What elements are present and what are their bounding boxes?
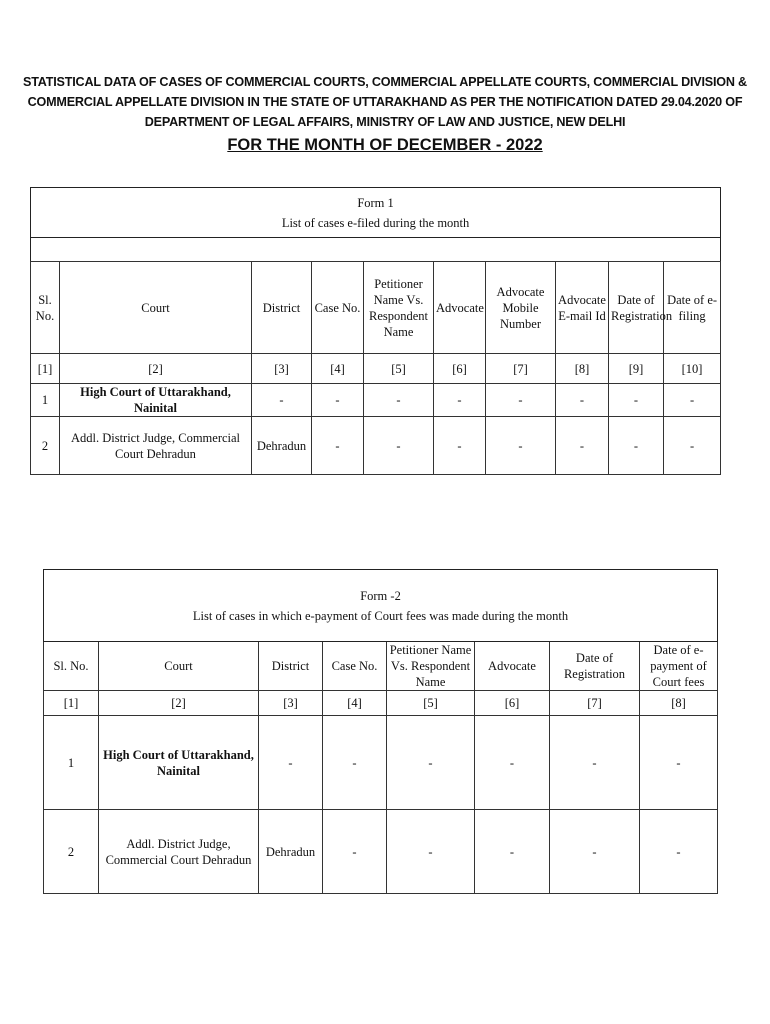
cell: 2 (44, 810, 99, 894)
form2-table (43, 569, 718, 894)
cell: - (486, 384, 556, 417)
cell: Dehradun (259, 810, 323, 894)
col-header: Advocate (475, 642, 550, 691)
col-number: [4] (312, 354, 364, 384)
col-number: [5] (364, 354, 434, 384)
col-header: Court (60, 262, 252, 354)
header-line-2: COMMERCIAL APPELLATE DIVISION IN THE STATE OF UTTARAKHAND AS PER THE NOTIFICATION DATED 29.04.2020 OF (27, 95, 743, 109)
col-header: Date of e-payment of Court fees (640, 642, 718, 691)
cell: - (664, 417, 721, 475)
form2-title: Form -2 (360, 588, 401, 603)
col-header: Petitioner Name Vs. Respondent Name (364, 262, 434, 354)
col-header: Sl. No. (31, 262, 60, 354)
cell: - (259, 716, 323, 810)
cell: - (312, 384, 364, 417)
cell: - (252, 384, 312, 417)
col-header: Case No. (312, 262, 364, 354)
col-number: [4] (323, 691, 387, 716)
cell: 1 (31, 384, 60, 417)
cell: - (640, 810, 718, 894)
col-number: [1] (31, 354, 60, 384)
cell: - (556, 384, 609, 417)
col-number: [7] (486, 354, 556, 384)
col-number: [10] (664, 354, 721, 384)
col-number: [2] (60, 354, 252, 384)
form1-title: Form 1 (357, 195, 394, 210)
col-header: District (259, 642, 323, 691)
col-header: Advocate (434, 262, 486, 354)
table-row (44, 810, 718, 894)
col-header: Advocate E-mail Id (556, 262, 609, 354)
header-line-1: STATISTICAL DATA OF CASES OF COMMERCIAL COURTS, COMMERCIAL APPELLATE COURTS, COMMERCIAL DIVISION & (23, 75, 747, 89)
col-number: [7] (550, 691, 640, 716)
col-header: Court (99, 642, 259, 691)
form1-number-row (31, 354, 721, 384)
cell: - (434, 384, 486, 417)
cell: High Court of Uttarakhand, Nainital (60, 384, 252, 417)
cell: - (640, 716, 718, 810)
form2-title-cell (44, 570, 718, 642)
col-header: Date of Registration (609, 262, 664, 354)
col-number: [3] (252, 354, 312, 384)
cell: - (475, 716, 550, 810)
col-number: [2] (99, 691, 259, 716)
cell: Dehradun (252, 417, 312, 475)
col-number: [6] (475, 691, 550, 716)
cell: - (387, 716, 475, 810)
cell: - (387, 810, 475, 894)
table-row (31, 384, 721, 417)
cell: - (550, 716, 640, 810)
col-header: Date of e-filing (664, 262, 721, 354)
cell: - (486, 417, 556, 475)
col-number: [5] (387, 691, 475, 716)
form2-number-row (44, 691, 718, 716)
cell: - (475, 810, 550, 894)
col-number: [1] (44, 691, 99, 716)
cell: - (323, 716, 387, 810)
form2-header-row (44, 642, 718, 691)
col-header: District (252, 262, 312, 354)
col-header: Advocate Mobile Number (486, 262, 556, 354)
form1-table (30, 187, 721, 475)
cell: 2 (31, 417, 60, 475)
col-header: Petitioner Name Vs. Respondent Name (387, 642, 475, 691)
cell: - (609, 417, 664, 475)
col-number: [9] (609, 354, 664, 384)
col-header: Sl. No. (44, 642, 99, 691)
col-header: Case No. (323, 642, 387, 691)
cell: - (323, 810, 387, 894)
cell: Addl. District Judge, Commercial Court Dehradun (99, 810, 259, 894)
cell: - (556, 417, 609, 475)
cell: - (312, 417, 364, 475)
cell: Addl. District Judge, Commercial Court Dehradun (60, 417, 252, 475)
form1-subtitle: List of cases e-filed during the month (281, 215, 470, 230)
table-row (44, 716, 718, 810)
form1-spacer-row (31, 238, 721, 262)
form1-title-cell (31, 188, 721, 238)
col-number: [3] (259, 691, 323, 716)
cell: - (550, 810, 640, 894)
cell: - (434, 417, 486, 475)
document-header (0, 72, 770, 156)
cell: - (664, 384, 721, 417)
table-row (31, 417, 721, 475)
cell: High Court of Uttarakhand, Nainital (99, 716, 259, 810)
header-line-3: DEPARTMENT OF LEGAL AFFAIRS, MINISTRY OF LAW AND JUSTICE, NEW DELHI (144, 115, 626, 129)
cell: - (364, 384, 434, 417)
cell: - (364, 417, 434, 475)
cell: - (609, 384, 664, 417)
col-number: [6] (434, 354, 486, 384)
col-number: [8] (640, 691, 718, 716)
cell: 1 (44, 716, 99, 810)
form2-subtitle: List of cases in which e-payment of Court fees was made during the month (192, 608, 569, 623)
form1-header-row (31, 262, 721, 354)
col-number: [8] (556, 354, 609, 384)
col-header: Date of Registration (550, 642, 640, 691)
report-month-title: FOR THE MONTH OF DECEMBER - 2022 (227, 136, 543, 154)
